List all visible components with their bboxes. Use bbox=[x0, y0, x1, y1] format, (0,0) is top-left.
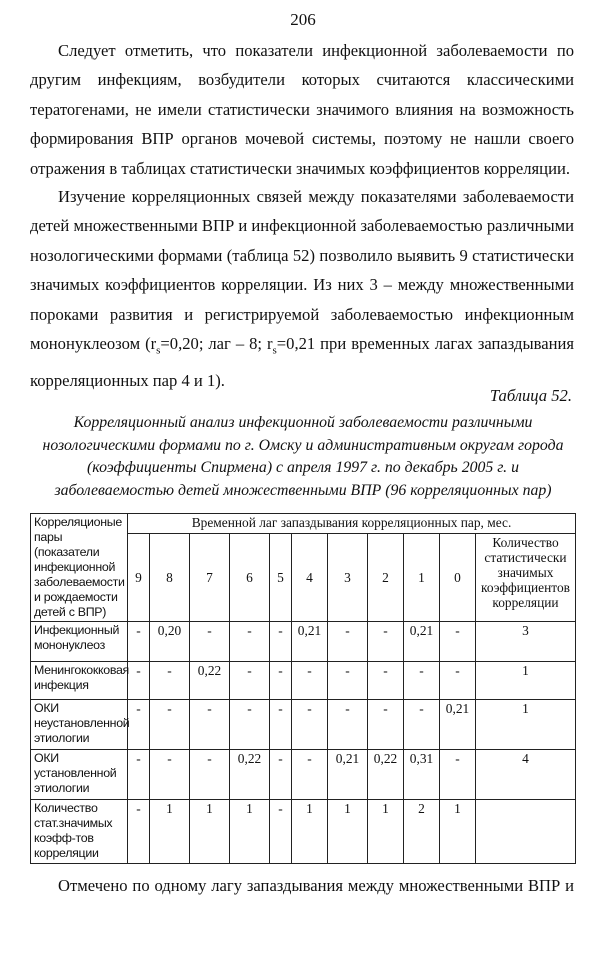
count-cell bbox=[476, 800, 576, 864]
table-cell: - bbox=[128, 622, 150, 662]
lag-cell: 5 bbox=[270, 534, 292, 622]
table-row bbox=[31, 750, 576, 800]
page-number: 206 bbox=[290, 10, 316, 29]
text-line: формирования ВПР органов мочевой системы, поэтому не нашли своего bbox=[30, 129, 574, 149]
table-cell: - bbox=[190, 622, 230, 662]
table-cell: - bbox=[292, 662, 328, 700]
table-row bbox=[31, 622, 576, 662]
table-cell: - bbox=[292, 750, 328, 800]
count-cell: 1 bbox=[476, 700, 576, 750]
table-cell: 0,21 bbox=[292, 622, 328, 662]
count-cell: 1 bbox=[476, 662, 576, 700]
row-label: Количество стат.значимых коэфф-тов корреляции bbox=[31, 800, 128, 864]
correlation-table bbox=[30, 513, 576, 864]
paragraph-2 bbox=[30, 182, 574, 395]
text-line: корреляционных пар 4 и 1). bbox=[30, 370, 225, 390]
table-cell: - bbox=[230, 622, 270, 662]
caption-line: заболеваемостью детей множественными ВПР (96 корреляционных пар) bbox=[54, 481, 552, 499]
table-row bbox=[31, 662, 576, 700]
table-cell: 0,22 bbox=[368, 750, 404, 800]
paragraph-1 bbox=[30, 36, 574, 183]
table-cell: 1 bbox=[292, 800, 328, 864]
lag-cell: 7 bbox=[190, 534, 230, 622]
table-cell: - bbox=[404, 662, 440, 700]
table-cell: - bbox=[440, 750, 476, 800]
table-cell: - bbox=[368, 662, 404, 700]
lag-cell: 0 bbox=[440, 534, 476, 622]
table-cell: 0,22 bbox=[230, 750, 270, 800]
table-cell: - bbox=[190, 750, 230, 800]
table-label: Таблица 52. bbox=[489, 386, 572, 405]
text-line: значимых коэффициентов корреляции. Из них 3 – между множественными bbox=[30, 275, 574, 295]
table-cell: 1 bbox=[150, 800, 190, 864]
lag-cell: 2 bbox=[368, 534, 404, 622]
table-cell: - bbox=[230, 700, 270, 750]
table-cell: - bbox=[150, 662, 190, 700]
table-cell: 1 bbox=[190, 800, 230, 864]
table-cell: - bbox=[150, 750, 190, 800]
table-cell: 1 bbox=[328, 800, 368, 864]
table-cell: - bbox=[190, 700, 230, 750]
lag-cell: 8 bbox=[150, 534, 190, 622]
table-cell: 0,20 bbox=[150, 622, 190, 662]
corner-header: Корреляционые пары (показатели инфекционной заболеваемости и рождаемости детей с ВПР) bbox=[31, 514, 128, 622]
header-row-1 bbox=[31, 514, 576, 534]
row-label: Инфекционный мононуклеоз bbox=[31, 622, 128, 662]
table-cell: - bbox=[440, 662, 476, 700]
table-cell: 1 bbox=[230, 800, 270, 864]
text-line: Изучение корреляционных связей между показателями заболеваемости bbox=[58, 187, 574, 206]
table-cell: - bbox=[128, 750, 150, 800]
table-cell: - bbox=[230, 662, 270, 700]
row-label: ОКИ установленной этиологии bbox=[31, 750, 128, 800]
table-cell: - bbox=[270, 700, 292, 750]
table-cell: - bbox=[440, 622, 476, 662]
table-cell: - bbox=[270, 800, 292, 864]
bottom-text: Отмечено по одному лагу запаздывания между множественными ВПР и bbox=[58, 876, 574, 895]
lag-header: Временной лаг запаздывания корреляционных пар, мес. bbox=[128, 514, 576, 534]
text-line: мононуклеозом ($r_s=0,20$; лаг – 8; $r_s=0,21$ при временных лагах запаздывания bbox=[30, 334, 574, 357]
table-row bbox=[31, 800, 576, 864]
count-cell: 3 bbox=[476, 622, 576, 662]
table-cell: 0,22 bbox=[190, 662, 230, 700]
lag-cell: 3 bbox=[328, 534, 368, 622]
count-cell: 4 bbox=[476, 750, 576, 800]
table-cell: - bbox=[270, 622, 292, 662]
text-line: Следует отметить, что показатели инфекционной заболеваемости по bbox=[58, 41, 574, 60]
text-line: отражения в таблицах статистически значимых коэффициентов корреляции. bbox=[30, 158, 570, 178]
lag-cell: 6 bbox=[230, 534, 270, 622]
row-label: Менингококковая инфекция bbox=[31, 662, 128, 700]
table-cell: - bbox=[150, 700, 190, 750]
table-cell: - bbox=[270, 662, 292, 700]
table-cell: - bbox=[292, 700, 328, 750]
table-cell: 1 bbox=[368, 800, 404, 864]
table-cell: 0,21 bbox=[404, 622, 440, 662]
table-cell: - bbox=[368, 700, 404, 750]
table-cell: 0,21 bbox=[328, 750, 368, 800]
table-cell: 2 bbox=[404, 800, 440, 864]
row-label: ОКИ неустановленной этиологии bbox=[31, 700, 128, 750]
table-cell: - bbox=[128, 662, 150, 700]
table-row bbox=[31, 700, 576, 750]
table-cell: - bbox=[128, 700, 150, 750]
table-cell: - bbox=[128, 800, 150, 864]
text-line: тератогенами, не имели статистически значимого влияния на возможность bbox=[30, 99, 574, 119]
table-cell: 1 bbox=[440, 800, 476, 864]
caption-line: Корреляционный анализ инфекционной заболеваемости различными bbox=[73, 414, 533, 431]
table-cell: - bbox=[368, 622, 404, 662]
table-cell: - bbox=[270, 750, 292, 800]
text-line: другим инфекциям, возбудители которых считаются классическими bbox=[30, 70, 574, 90]
lag-cell: 1 bbox=[404, 534, 440, 622]
lag-cell: 4 bbox=[292, 534, 328, 622]
table-caption bbox=[30, 412, 576, 502]
table-cell: - bbox=[328, 622, 368, 662]
lag-cell: 9 bbox=[128, 534, 150, 622]
table-cell: - bbox=[404, 700, 440, 750]
table-cell: 0,21 bbox=[440, 700, 476, 750]
table-cell: - bbox=[328, 700, 368, 750]
table-cell: - bbox=[328, 662, 368, 700]
table-cell: 0,31 bbox=[404, 750, 440, 800]
text-line: нозологическими формами (таблица 52) позволило выявить 9 статистически bbox=[30, 245, 574, 265]
caption-line: (коэффициенты Спирмена) с апреля 1997 г. по декабрь 2005 г. и bbox=[87, 459, 519, 477]
caption-line: нозологическими формами по г. Омску и административным округам города bbox=[42, 436, 564, 454]
text-line: пороками развития и регистрируемой заболеваемостью инфекционным bbox=[30, 304, 574, 324]
count-header: Количество статистически значимых коэффициентов корреляции bbox=[476, 534, 576, 622]
text-line: детей множественными ВПР и инфекционной заболеваемостью различными bbox=[30, 216, 574, 236]
